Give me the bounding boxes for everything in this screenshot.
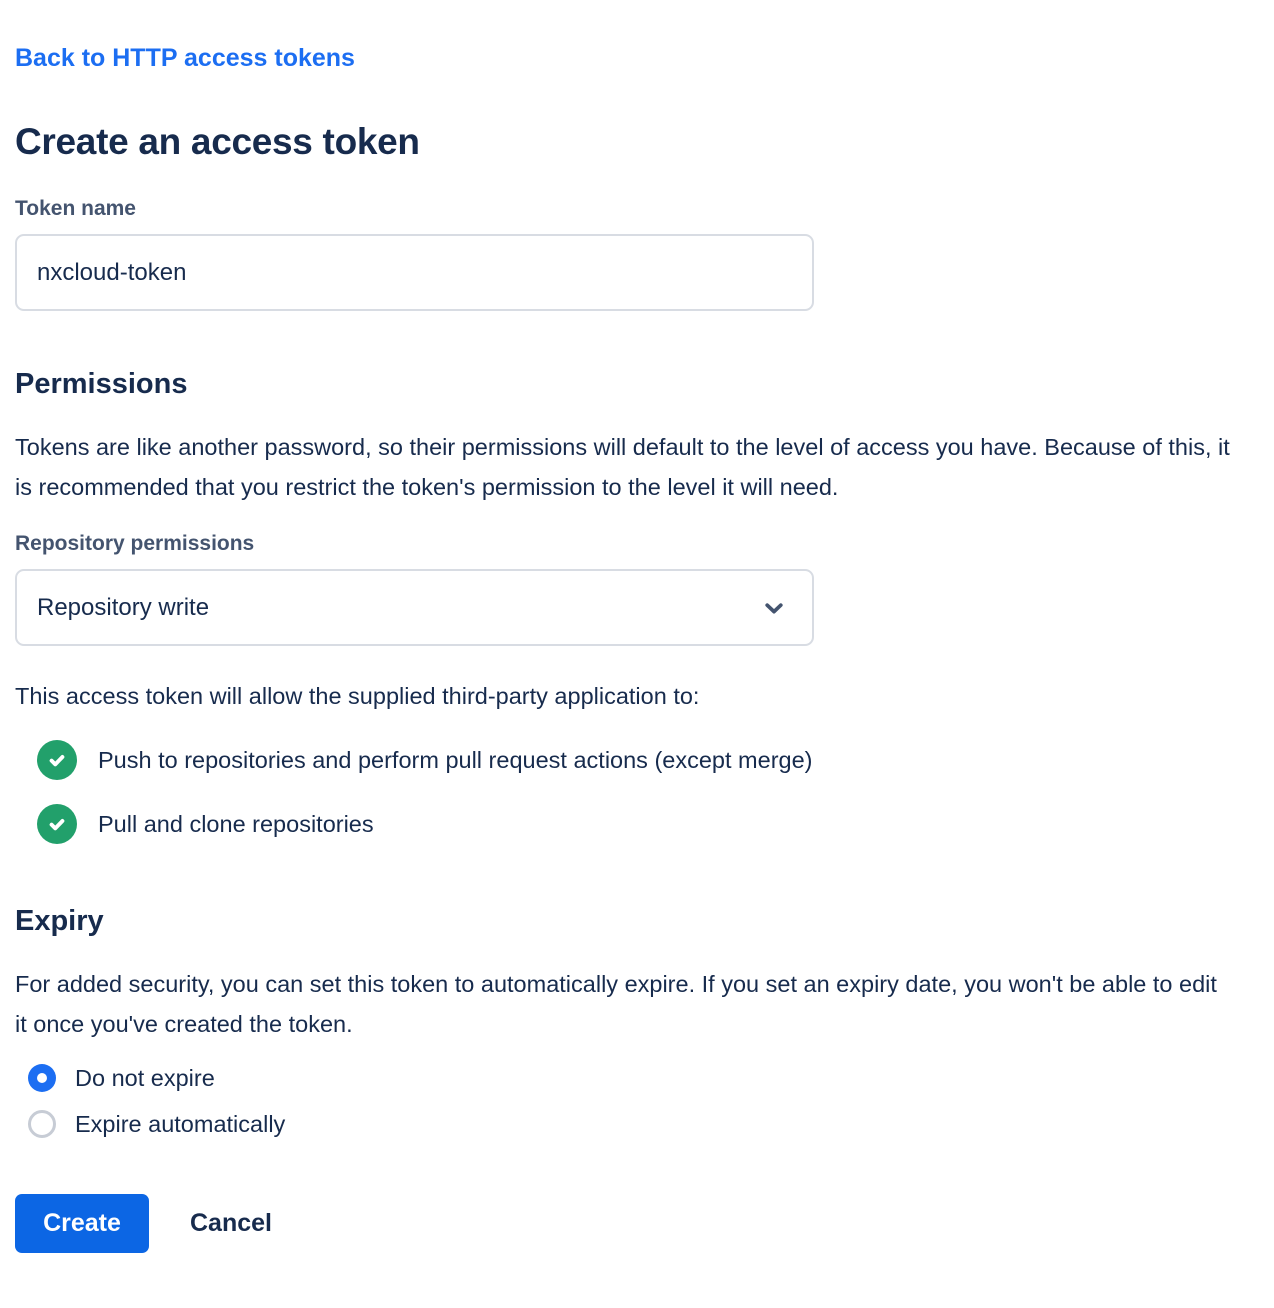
radio-option-do-not-expire[interactable]: [28, 1064, 1259, 1092]
permissions-description: Tokens are like another password, so their permissions will default to the level of access you have. Because of this, it is recommended that you restrict the token's permission to the level it will need.: [15, 434, 1230, 500]
token-name-label: Token name: [15, 197, 136, 220]
capability-label: Pull and clone repositories: [98, 811, 374, 837]
form-actions: [15, 1194, 1259, 1253]
token-capabilities-intro: This access token will allow the supplied third-party application to:: [15, 683, 700, 709]
radio-option-label: Do not expire: [75, 1064, 215, 1091]
repository-permissions-label: Repository permissions: [15, 532, 255, 555]
repository-permissions-selected-value: Repository write: [37, 593, 210, 621]
radio-option-expire-automatically[interactable]: [28, 1110, 1259, 1138]
token-name-input[interactable]: [15, 234, 814, 311]
check-circle-icon: [37, 804, 77, 844]
capability-item-push: [37, 740, 1259, 780]
permissions-heading: Permissions: [15, 368, 188, 400]
check-circle-icon: [37, 740, 77, 780]
repository-permissions-select[interactable]: [15, 569, 814, 646]
chevron-down-icon: [760, 594, 788, 622]
cancel-button[interactable]: Cancel: [190, 1209, 272, 1237]
expiry-description: For added security, you can set this token to automatically expire. If you set an expiry date, you won't be able to edit it once you've created the token.: [15, 971, 1217, 1037]
back-to-http-access-tokens-link[interactable]: Back to HTTP access tokens: [15, 44, 355, 72]
create-button[interactable]: Create: [15, 1194, 149, 1253]
radio-button-icon[interactable]: [28, 1064, 56, 1092]
radio-option-label: Expire automatically: [75, 1110, 286, 1137]
capability-label: Push to repositories and perform pull request actions (except merge): [98, 747, 813, 773]
radio-button-icon[interactable]: [28, 1110, 56, 1138]
capability-item-pull: [37, 804, 1259, 844]
expiry-heading: Expiry: [15, 905, 104, 937]
page-title: Create an access token: [15, 121, 420, 162]
